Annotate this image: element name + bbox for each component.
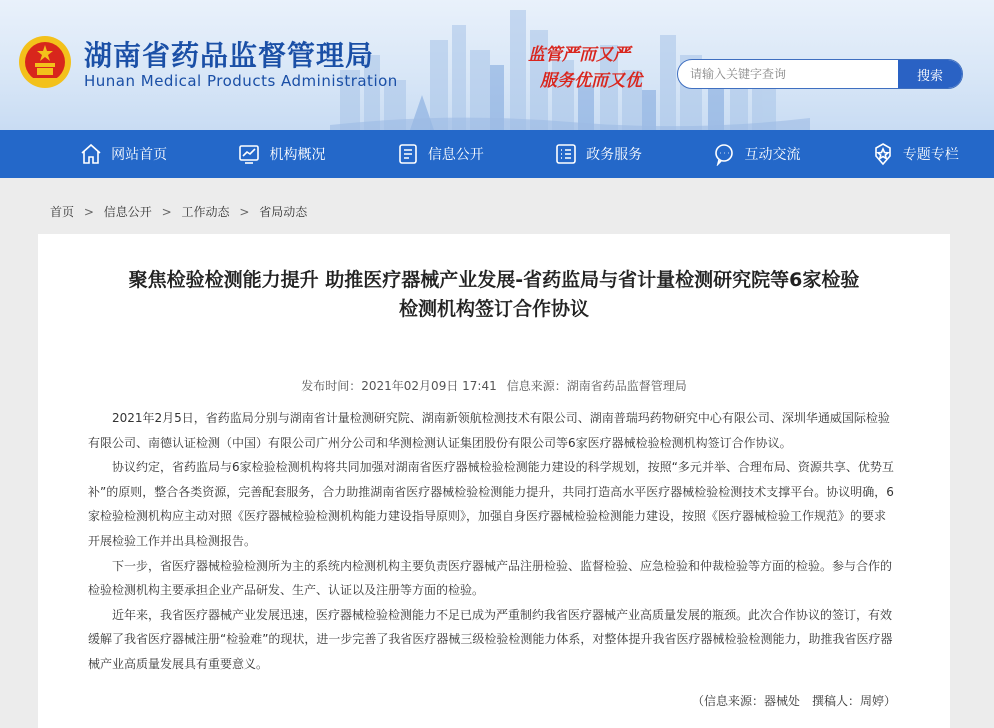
nav-item-special-topics[interactable] — [836, 130, 994, 178]
search-bar — [677, 59, 963, 89]
nav-item-interaction[interactable] — [677, 130, 835, 178]
site-header — [0, 0, 994, 130]
source-label: 信息来源： — [506, 379, 567, 393]
breadcrumb-work-updates[interactable]: 工作动态 — [181, 205, 230, 219]
main-nav — [0, 130, 994, 178]
nav-item-info-disclosure[interactable] — [361, 130, 519, 178]
article-body — [88, 406, 896, 677]
article-paragraph: 近年来，我省医疗器械产业发展迅速，医疗器械检验检测能力不足已成为严重制约我省医疗器械产业高质量发展的瓶颈。此次合作协议的签订，有效缓解了我省医疗器械注册“检验难”的现状，进一步完善了我省医疗器械三级检验检测能力体系，对整体提升我省医疗器械检验检测能力，助推我省医疗器械产业高质量发展具有重要意义。 — [88, 607, 893, 671]
site-title-cn: 湖南省药品监督管理局 — [84, 39, 375, 72]
star-icon — [871, 142, 895, 166]
breadcrumb-separator: > — [83, 205, 94, 219]
nav-item-label: 政务服务 — [586, 147, 643, 163]
nav-item-services[interactable] — [519, 130, 677, 178]
document-icon — [396, 142, 420, 166]
list-icon — [554, 142, 578, 166]
article-panel — [38, 234, 950, 728]
search-input[interactable] — [678, 60, 900, 88]
nav-item-label: 专题专栏 — [902, 147, 959, 163]
breadcrumb — [50, 203, 307, 220]
chat-icon — [712, 142, 736, 166]
nav-item-label: 互动交流 — [744, 147, 801, 163]
article-source: 湖南省药品监督管理局 — [566, 379, 687, 393]
nav-item-label: 机构概况 — [269, 147, 326, 163]
chart-icon — [237, 142, 261, 166]
article-paragraph: 下一步，省医疗器械检验检测所为主的系统内检测机构主要负责医疗器械产品注册检验、监督检验、应急检验和仲裁检验等方面的检验。参与合作的检验检测机构主要承担企业产品研发、生产、认证以及注册等方面的检验。 — [88, 558, 893, 598]
nav-item-home[interactable] — [44, 130, 202, 178]
article-title-line-1: 聚焦检验检测能力提升 助推医疗器械产业发展-省药监局与省计量检测研究院等6家检验 — [128, 269, 860, 291]
breadcrumb-separator: > — [239, 205, 250, 219]
article-meta — [38, 377, 950, 394]
article-paragraph: 2021年2月5日，省药监局分别与湖南省计量检测研究院、湖南新领航检测技术有限公司、湖南普瑞玛药物研究中心有限公司、深圳华通威国际检验有限公司、南德认证检测（中国）有限公司广州分公司和华测检测认证集团股份有限公司等6家医疗器械检验检测机构签订合作协议。 — [88, 411, 890, 450]
breadcrumb-home[interactable]: 首页 — [50, 205, 75, 219]
article-paragraph: 协议约定，省药监局与6家检验检测机构将共同加强对湖南省医疗器械检验检测能力建设的科学规划，按照“多元并举、合理布局、资源共享、优势互补”的原则，整合各类资源，完善配套服务，合力助推湖南省医疗器械检验检测能力提升，共同打造高水平医疗器械检验检测技术支撑平台。协议明确，6家检验检测机构应主动对照《医疗器械检验检测机构能力建设指导原则》，加强自身医疗器械检验检测能力建设，按照《医疗器械检验工作规范》的要求开展检验工作并出具检测报告。 — [88, 460, 894, 548]
article-title — [78, 266, 910, 324]
slogan-line-2: 服务优而又优 — [540, 71, 642, 91]
search-button[interactable]: 搜索 — [898, 60, 962, 88]
site-title-en: Hunan Medical Products Administration — [84, 72, 398, 90]
article-credit: （信息来源：器械处 撰稿人：周婷） — [691, 694, 896, 708]
publish-time-label: 发布时间： — [301, 379, 362, 393]
breadcrumb-bureau-updates[interactable]: 省局动态 — [259, 205, 308, 219]
home-icon — [79, 142, 103, 166]
publish-time: 2021年02月09日 17:41 — [361, 379, 497, 393]
nav-item-about[interactable] — [202, 130, 360, 178]
breadcrumb-info-disclosure[interactable]: 信息公开 — [103, 205, 152, 219]
nav-item-label: 信息公开 — [427, 147, 484, 163]
nav-item-label: 网站首页 — [111, 147, 168, 163]
slogan-line-1: 监管严而又严 — [528, 45, 630, 65]
breadcrumb-separator: > — [161, 205, 172, 219]
article-title-line-2: 检测机构签订合作协议 — [398, 298, 589, 320]
national-emblem-icon — [18, 35, 72, 89]
